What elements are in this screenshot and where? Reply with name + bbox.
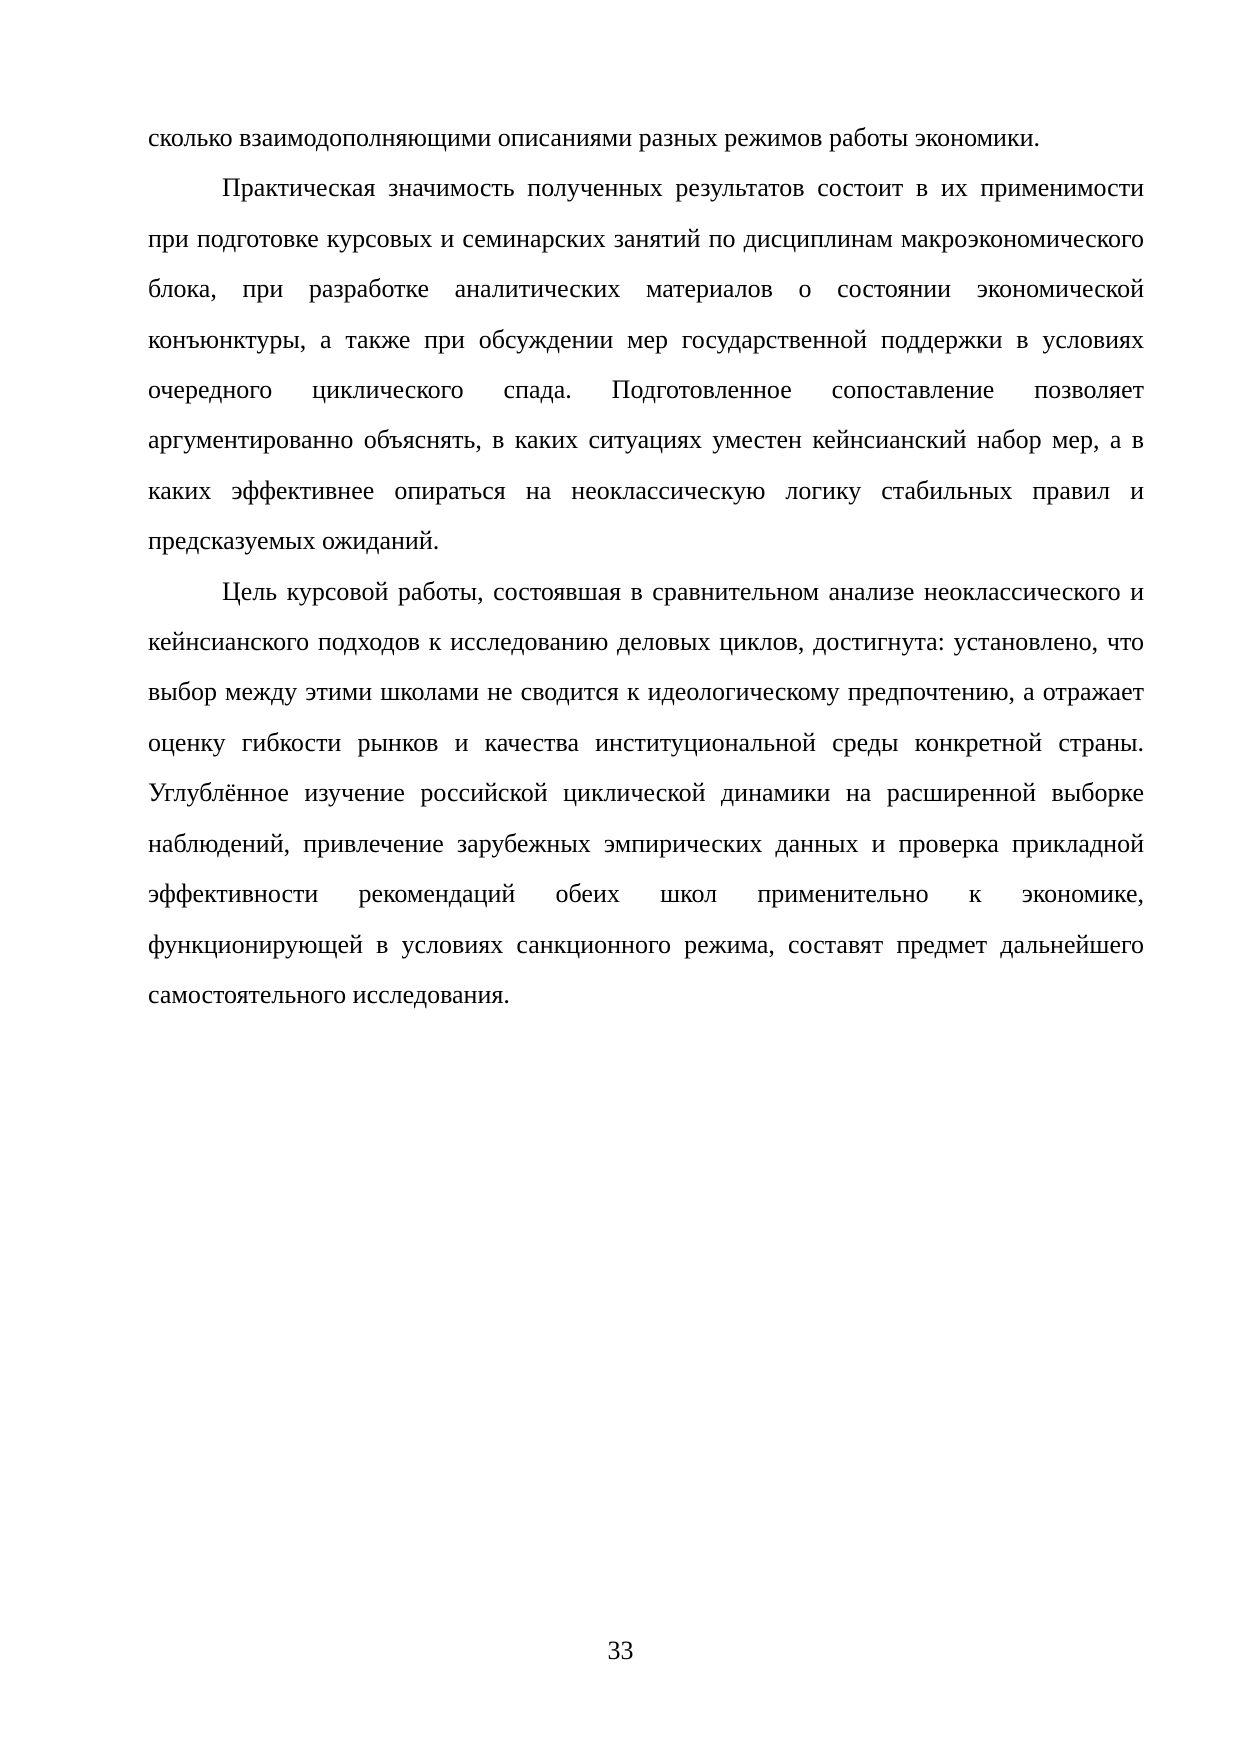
paragraph-continuation: сколько взаимодополняющими описаниями разных режимов работы экономики. [148,123,1041,152]
document-body [148,113,1144,1020]
page-number: 33 [607,1636,634,1665]
paragraph-goal-conclusion: Цель курсовой работы, состоявшая в сравнительном анализе неоклассического и кейнсианского подходов к исследованию деловых циклов, достигнута: установлено, что выбор между этими школами не сводится к идеологическому предпочтению, а отражает оценку гибкости рынков и качества институциональной среды конкретной страны. Углублённое изучение российской циклической динамики на расширенной выборке наблюдений, привлечение зарубежных эмпирических данных и проверка прикладной эффективности рекомендаций обеих школ применительно к экономике, функционирующей в условиях санкционного режима, составят предмет дальнейшего самостоятельного исследования. [148,576,1144,1009]
paragraph-practical-significance: Практическая значимость полученных результатов состоит в их применимости при подготовке курсовых и семинарских занятий по дисциплинам макроэкономического блока, при разработке аналитических материалов о состоянии экономической конъюнктуры, а также при обсуждении мер государственной поддержки в условиях очередного циклического спада. Подготовленное сопоставление позволяет аргументированно объяснять, в каких ситуациях уместен кейнсианский набор мер, а в каких эффективнее опираться на неоклассическую логику стабильных правил и предсказуемых ожиданий. [148,173,1144,556]
